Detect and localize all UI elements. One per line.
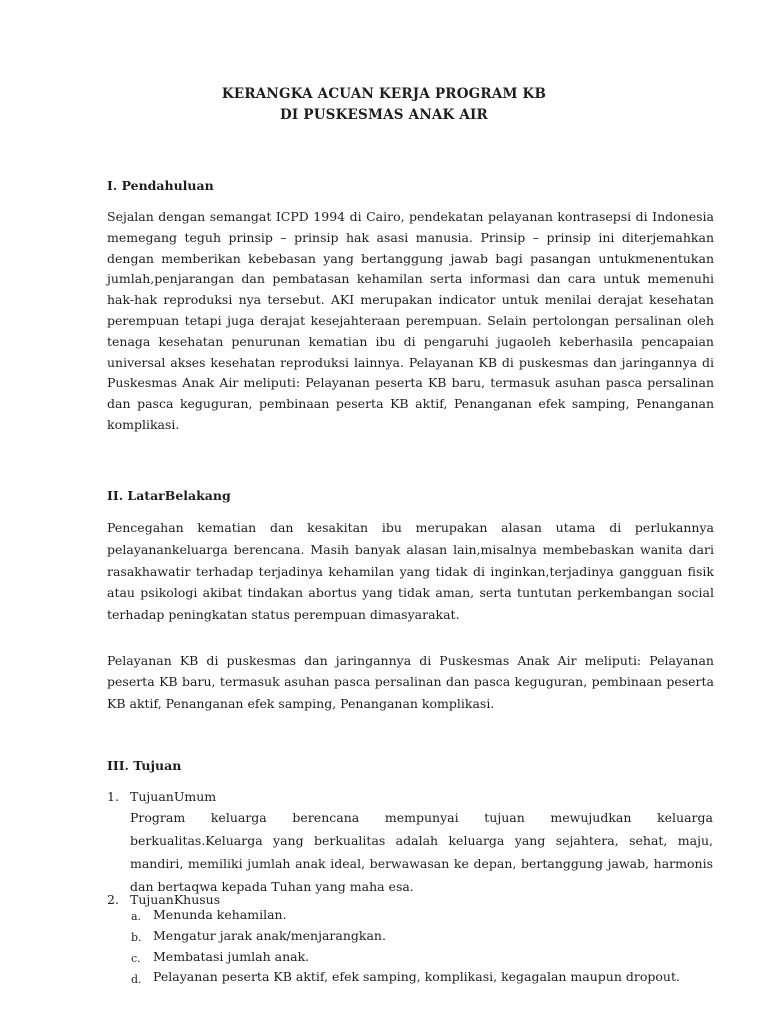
section-title: LatarBelakang	[127, 488, 231, 503]
section-heading-pendahuluan	[107, 178, 214, 193]
list-number-khusus: 2.	[107, 892, 119, 907]
section-title: Tujuan	[133, 758, 182, 773]
list-number-umum: 1.	[107, 789, 119, 804]
section-number: III.	[107, 758, 129, 773]
pendahuluan-paragraph: Sejalan dengan semangat ICPD 1994 di Cairo, pendekatan pelayanan kontrasepsi di Indonesia memegang teguh prinsip – prinsip hak asasi manusia. Prinsip – prinsip ini diterjemahkan dengan memberikan kebebasan yang bertanggung jawab bagi pasangan untukmenentukan jumlah,penjarangan dan pembatasan kehamilan serta informasi dan cara untuk memenuhi hak-hak reproduksi nya tersebut. AKI merupakan indicator untuk menilai derajat kesehatan perempuan tetapi juga derajat kesejahteraan perempuan. Selain pertolongan persalinan oleh tenaga kesehatan penurunan kematian ibu di pengaruhi jugaoleh keberhasila pencapaian universal akses kesehatan reproduksi lainnya. Pelayanan KB di puskesmas dan jaringannya di Puskesmas Anak Air meliputi: Pelayanan peserta KB baru, termasuk asuhan pasca persalinan dan pasca keguguran, pembinaan peserta KB aktif, Penanganan efek samping, Penanganan komplikasi.	[107, 209, 714, 432]
section-heading-latar-belakang	[107, 488, 231, 503]
latar-belakang-paragraph-2: Pelayanan KB di puskesmas dan jaringannya di Puskesmas Anak Air meliputi: Pelayanan peserta KB baru, termasuk asuhan pasca persalinan dan pasca keguguran, pembinaan peserta KB aktif, Penanganan efek samping, Penanganan komplikasi.	[107, 653, 714, 711]
list-item-letter: d.	[131, 973, 142, 986]
list-item: Mengatur jarak anak/menjarangkan.	[153, 928, 386, 943]
list-item-letter: b.	[131, 931, 142, 944]
list-item-letter: c.	[131, 952, 141, 965]
list-item-letter: a.	[131, 910, 142, 923]
list-item: Membatasi jumlah anak.	[153, 949, 310, 964]
list-title-khusus: TujuanKhusus	[130, 892, 221, 907]
section-number: II.	[107, 488, 124, 503]
list-item: Menunda kehamilan.	[153, 907, 287, 922]
list-title-umum: TujuanUmum	[130, 789, 217, 804]
document-title-line-1: KERANGKA ACUAN KERJA PROGRAM KB	[221, 86, 547, 102]
list-item: Pelayanan peserta KB aktif, efek samping, komplikasi, kegagalan maupun dropout.	[153, 969, 680, 984]
section-heading-tujuan	[107, 758, 181, 773]
section-number: I.	[107, 178, 118, 193]
section-title: Pendahuluan	[121, 178, 214, 193]
tujuan-umum-paragraph: Program keluarga berencana mempunyai tujuan mewujudkan keluarga berkualitas.Keluarga yang berkualitas adalah keluarga yang sejahtera, sehat, maju, mandiri, memiliki jumlah anak ideal, berwawasan ke depan, bertanggung jawab, harmonis dan bertaqwa kepada Tuhan yang maha esa.	[130, 810, 713, 894]
latar-belakang-paragraph-1: Pencegahan kematian dan kesakitan ibu merupakan alasan utama di perlukannya pelayanankeluarga berencana. Masih banyak alasan lain,misalnya membebaskan wanita dari rasakhawatir terhadap terjadinya kehamilan yang tidak di inginkan,terjadinya gangguan fisik atau psikologi akibat tindakan abortus yang tidak aman, serta tuntutan perkembangan social terhadap peningkatan status perempuan dimasyarakat.	[107, 520, 714, 623]
document-title-line-2: DI PUSKESMAS ANAK AIR	[280, 107, 488, 123]
